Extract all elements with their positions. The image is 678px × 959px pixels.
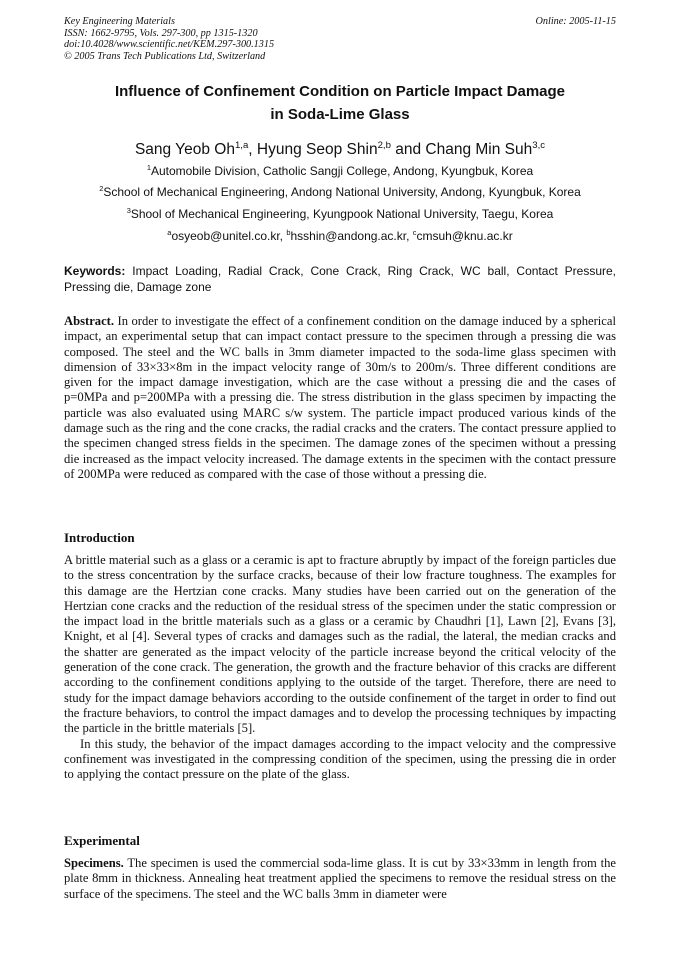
- author-name: Chang Min Suh: [425, 141, 533, 158]
- author-sup: 2,b: [377, 139, 391, 151]
- title-line-1: Influence of Confinement Condition on Particle Impact Damage: [114, 83, 566, 100]
- abstract-block: [64, 314, 616, 482]
- keywords-label: Keywords:: [64, 264, 126, 278]
- paper-title: [64, 80, 616, 126]
- author-sup: 3,c: [532, 139, 546, 151]
- specimens-text: The specimen is used the commercial soda-lime glass. It is cut by 33×33mm in length from the plate 8mm in thickness. Annealing heat treatment applied the specimens to remove the residual stress on the surface of the specimens. The steel and the WC balls 3mm in diameter were: [64, 856, 616, 901]
- email-sup: c: [412, 228, 417, 237]
- email-sup: b: [286, 228, 291, 237]
- affiliation-3: [64, 207, 616, 222]
- affiliation-sup: 3: [126, 206, 131, 215]
- keywords-block: [64, 264, 616, 295]
- email-link[interactable]: osyeob@unitel.co.kr,: [171, 229, 287, 243]
- specimens-paragraph: [64, 856, 616, 902]
- experimental-body: [64, 856, 616, 902]
- affiliation-text: Automobile Division, Catholic Sangji College, Andong, Kyungbuk, Korea: [150, 164, 534, 178]
- doi-line[interactable]: doi:10.4028/www.scientific.net/KEM.297-300.1315: [64, 39, 275, 51]
- introduction-body: [64, 553, 616, 782]
- abstract-label: Abstract.: [64, 314, 115, 328]
- introduction-paragraph-1: A brittle material such as a glass or a ceramic is apt to fracture abruptly by impact of the foreign particles due to the stress concentration by the surface cracks, because of their low fracture toughness. The examples for this damage are the Hertzian cone cracks. Many studies have been carried out on the generation of the Hertzian cone cracks and the reduction of the residual stress of the specimen under the static compression or the impact load in the brittle materials such as a glass or a ceramic by Chaudhri [1], Lawn [2], Evans [3], Knight, et al [4]. Several types of cracks and damages such as the radial, the lateral, the median cracks and the shatter are generated as the impact velocity of the particle increase beyond the critical velocity of the generation of the cone crack. The generation, the growth and the fracture behavior of this cracks are different according to the confinement conditions applying to the outside of the target. Therefore, there are need to study for the impact damage behaviors according to the outside confinement of the target in order to find out the fracture behaviors, to control the impact damages and to develop the processing techniques by impacting the particle in the brittle materials [5].: [64, 553, 616, 736]
- abstract-text: In order to investigate the effect of a confinement condition on the damage induced by a spherical impact, an experimental setup that can impact contact pressure to the specimen through a pressing die was composed. The steel and the WC balls in 3mm diameter impacted to the soda-lime glass specimen with dimension of 33×33×8m in the impact velocity range of 30m/s to 200m/s. Three different conditions are given for the impact damage investigation, which are the case without a pressing die and the cases of p=0MPa and p=200MPa with a pressing die. The stress distribution in the glass specimen by impacting the particle was also evaluated using MARC s/w system. The particle impact produced various kinds of the damage such as the ring and the cone cracks, the radial cracks and the craters. The contact pressure applied to the specimen changed stress fields in the specimen. The damage zones of the specimen without a pressing die increased as the impact velocity increased. The damage extents in the specimen with the contact pressure of 200MPa were reduced as compared with the case of those without a pressing die.: [64, 314, 616, 481]
- experimental-heading: Experimental: [64, 833, 140, 848]
- affiliation-2: [64, 185, 616, 200]
- author-sup: 1,a: [234, 139, 249, 151]
- email-link[interactable]: hsshin@andong.ac.kr,: [290, 229, 413, 243]
- email-line: [64, 229, 616, 244]
- introduction-heading: Introduction: [64, 530, 135, 545]
- keywords-text: Impact Loading, Radial Crack, Cone Crack, Ring Crack, WC ball, Contact Pressure, Pressing die, Damage zone: [64, 264, 616, 294]
- copyright-line: © 2005 Trans Tech Publications Ltd, Switzerland: [64, 50, 266, 62]
- author-name: Hyung Seop Shin: [256, 141, 378, 158]
- introduction-paragraph-2: In this study, the behavior of the impact damages according to the impact velocity and the compressive confinement was investigated in the compressing condition of the specimen, using the pressing die in order to applying the contact pressure on the plate of the glass.: [64, 736, 616, 782]
- email-sup: a: [167, 228, 172, 237]
- affiliation-sup: 1: [146, 163, 151, 172]
- author-list: [64, 140, 616, 160]
- online-date: Online: 2005-11-15: [535, 16, 616, 27]
- author-sep: and: [390, 141, 426, 158]
- affiliation-sup: 2: [99, 184, 104, 193]
- affiliation-text: Shool of Mechanical Engineering, Kyungpook National University, Taegu, Korea: [130, 207, 554, 221]
- issn-line: ISSN: 1662-9795, Vols. 297-300, pp 1315-1320: [64, 27, 258, 39]
- title-line-2: in Soda-Lime Glass: [270, 106, 410, 123]
- specimens-label: Specimens.: [64, 856, 124, 870]
- email-link[interactable]: cmsuh@knu.ac.kr: [416, 229, 513, 243]
- journal-name: Key Engineering Materials: [64, 16, 175, 27]
- affiliation-1: [64, 164, 616, 179]
- author-name: Sang Yeob Oh: [134, 141, 235, 158]
- author-sep: ,: [248, 141, 257, 158]
- journal-meta: [64, 16, 616, 62]
- affiliation-text: School of Mechanical Engineering, Andong National University, Andong, Kyungbuk, Korea: [103, 185, 581, 199]
